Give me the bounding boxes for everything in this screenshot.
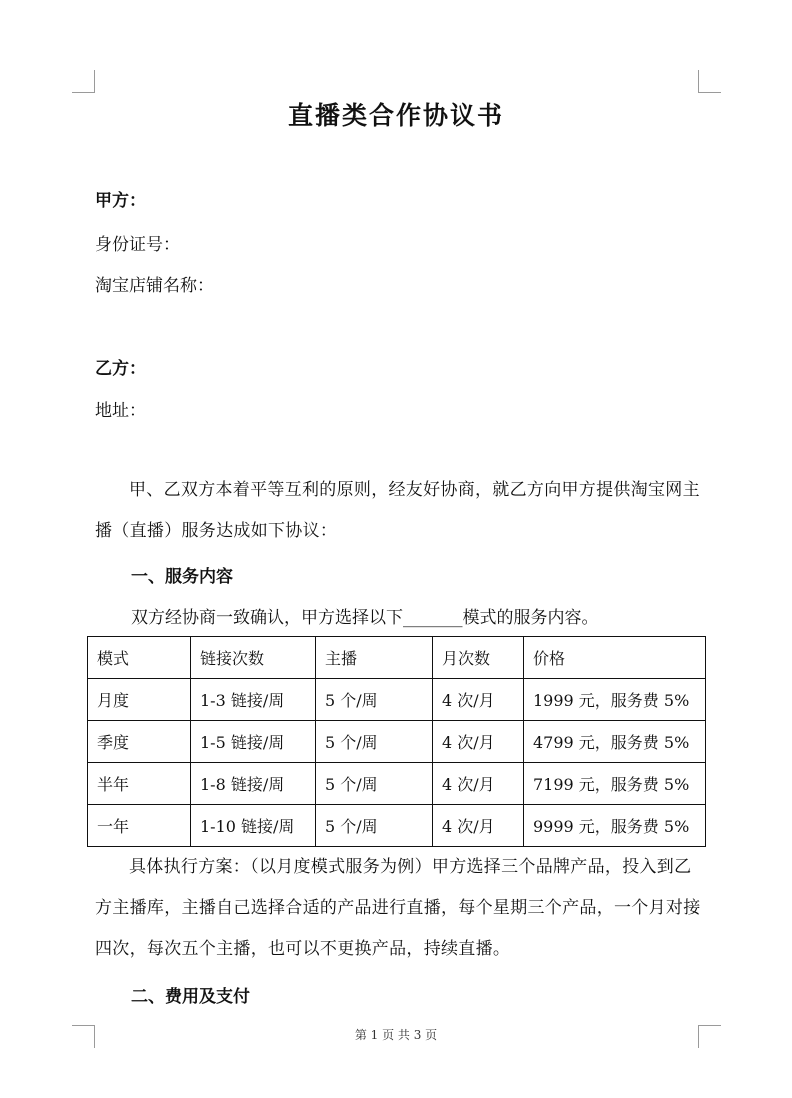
table-cell: 5 个/周 — [316, 721, 433, 763]
party-a-shop-label: 淘宝店铺名称： — [95, 276, 214, 296]
table-cell: 半年 — [88, 763, 191, 805]
page-number-footer: 第 1 页 共 3 页 — [354, 1028, 438, 1042]
table-cell: 季度 — [88, 721, 191, 763]
table-row — [88, 805, 706, 847]
table-cell: 月度 — [88, 679, 191, 721]
party-b-address-label: 地址： — [95, 401, 146, 421]
table-header-cell: 月次数 — [433, 637, 524, 679]
table-header-cell: 模式 — [88, 637, 191, 679]
table-cell: 1-3 链接/周 — [191, 679, 316, 721]
service-plan-table — [87, 636, 706, 847]
table-row — [88, 763, 706, 805]
table-cell: 5 个/周 — [316, 763, 433, 805]
table-row — [88, 679, 706, 721]
section-1-lead: 双方经协商一致确认，甲方选择以下_______模式的服务内容。 — [131, 608, 599, 628]
table-cell: 4799 元，服务费 5% — [524, 721, 706, 763]
execution-plan-paragraph: 具体执行方案：（以月度模式服务为例）甲方选择三个品牌产品，投入到乙方主播库，主播自己选择合适的产品进行直播，每个星期三个产品，一个月对接四次，每次五个主播，也可以不更换产品，持续直播。 — [95, 857, 701, 959]
table-cell: 5 个/周 — [316, 805, 433, 847]
table-header-row — [88, 637, 706, 679]
section-2-heading: 二、费用及支付 — [131, 987, 250, 1007]
table-cell: 1-5 链接/周 — [191, 721, 316, 763]
table-cell: 4 次/月 — [433, 763, 524, 805]
table-cell: 5 个/周 — [316, 679, 433, 721]
party-b-label: 乙方： — [95, 359, 146, 379]
table-header-cell: 链接次数 — [191, 637, 316, 679]
section-1-heading: 一、服务内容 — [131, 567, 233, 587]
table-cell: 一年 — [88, 805, 191, 847]
table-cell: 7199 元，服务费 5% — [524, 763, 706, 805]
table-cell: 4 次/月 — [433, 721, 524, 763]
table-header-cell: 主播 — [316, 637, 433, 679]
document-title: 直播类合作协议书 — [287, 101, 504, 130]
intro-paragraph: 甲、乙双方本着平等互利的原则，经友好协商，就乙方向甲方提供淘宝网主播（直播）服务达成如下协议： — [95, 480, 700, 541]
table-cell: 4 次/月 — [433, 805, 524, 847]
party-a-id-label: 身份证号： — [95, 235, 180, 255]
page-corner-mark-top-left — [72, 70, 95, 93]
table-row — [88, 721, 706, 763]
table-cell: 4 次/月 — [433, 679, 524, 721]
table-cell: 9999 元，服务费 5% — [524, 805, 706, 847]
table-header-cell: 价格 — [524, 637, 706, 679]
page-corner-mark-top-right — [698, 70, 721, 93]
table-cell: 1999 元，服务费 5% — [524, 679, 706, 721]
table-cell: 1-8 链接/周 — [191, 763, 316, 805]
table-cell: 1-10 链接/周 — [191, 805, 316, 847]
party-a-label: 甲方： — [95, 191, 146, 211]
